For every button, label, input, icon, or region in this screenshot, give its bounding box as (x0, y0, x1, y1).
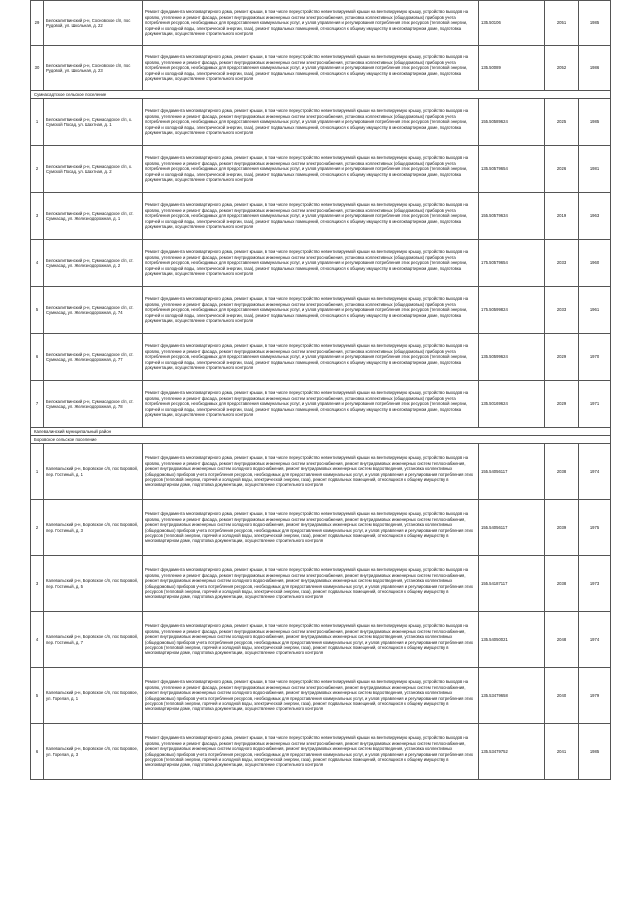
table-row (31, 193, 611, 240)
row-number: 5 (31, 287, 44, 334)
row-year: 2019 (545, 193, 579, 240)
row-address: Белокалитвинский р-н, Сумнасадское с/п, х. Сумской Посад, ул. Шахтная, д. 1 (44, 99, 143, 146)
row-works: Ремонт фундамента многоквартирного дома, ремонт крыши, в том числе переустройство невентилируемой крыши на вентилируемую крышу, устройство выходов на кровлю, утепление и ремонт фасада, ремонт внутридомовых инженерных систем электроснабжения, ремонт внутридомовых инженерных систем теплоснабжения, ремонт внутридомовых инженерных систем холодного водоснабжения, ремонт внутридомовых инженерных систем водоотведения, установка коллективных (общедомовых) приборов учета потребления ресурсов, необходимых для предоставления коммунальных услуг, и узлов управления и регулирования потребления этих ресурсов (тепловой энергии, горячей и холодной воды, электрической энергии, газа), ремонт подвальных помещений, относящихся к общему имуществу в многоквартирном доме, подготовка документации, осуществление строительного контроля (143, 612, 479, 668)
row-area: 155.54056117 (479, 444, 545, 500)
section-row (31, 428, 611, 436)
table-row (31, 334, 611, 381)
row-area: 135.53479752 (479, 724, 545, 780)
row-works: Ремонт фундамента многоквартирного дома, ремонт крыши, в том числе переустройство невентилируемой крыши на вентилируемую крышу, устройство выходов на кровлю, утепление и ремонт фасада, ремонт внутридомовых инженерных систем электроснабжения, ремонт внутридомовых инженерных систем теплоснабжения, ремонт внутридомовых инженерных систем холодного водоснабжения, ремонт внутридомовых инженерных систем водоотведения, установка коллективных (общедомовых) приборов учета потребления ресурсов, необходимых для предоставления коммунальных услуг, и узлов управления и регулирования потребления этих ресурсов (тепловой энергии, горячей и холодной воды, электрической энергии, газа), ремонт подвальных помещений, относящихся к общему имуществу в многоквартирном доме, подготовка документации, осуществление строительного контроля (143, 556, 479, 612)
housing-table (30, 0, 611, 780)
row-built: 1981 (579, 146, 611, 193)
section-title: Калевалинский муниципальный район (31, 428, 611, 436)
row-number: 29 (31, 1, 44, 46)
row-built: 1973 (579, 556, 611, 612)
row-works: Ремонт фундамента многоквартирного дома, ремонт крыши, в том числе переустройство невентилируемой крыши на вентилируемую крышу, устройство выходов на кровлю, утепление и ремонт фасада, ремонт внутридомовых инженерных систем электроснабжения, установка коллективных (общедомовых) приборов учета потребления ресурсов, необходимых для предоставления коммунальных услуг, и узлов управления и регулирования потребления этих ресурсов (тепловой энергии, горячей и холодной воды, электрической энергии, газа), ремонт подвальных помещений, относящихся к общему имуществу в многоквартирном доме, подготовка документации, осуществление строительного контроля (143, 240, 479, 287)
row-works: Ремонт фундамента многоквартирного дома, ремонт крыши, в том числе переустройство невентилируемой крыши на вентилируемую крышу, устройство выходов на кровлю, утепление и ремонт фасада, ремонт внутридомовых инженерных систем электроснабжения, установка коллективных (общедомовых) приборов учета потребления ресурсов, необходимых для предоставления коммунальных услуг, и узлов управления и регулирования потребления этих ресурсов (тепловой энергии, горячей и холодной воды, электрической энергии, газа), ремонт подвальных помещений, относящихся к общему имуществу в многоквартирном доме, подготовка документации, осуществление строительного контроля (143, 46, 479, 91)
row-area: 155.54056117 (479, 500, 545, 556)
row-year: 2052 (545, 46, 579, 91)
table-row (31, 46, 611, 91)
row-area: 135.50599624 (479, 334, 545, 381)
row-address: Калевальский р-н, Боровское с/п, пос Боровой, пер. Гостиный, д. 3 (44, 500, 143, 556)
row-address: Белокалитвинский р-н, Сосновское с/п, пос Рудовой, ул. Школьная, д. 23 (44, 46, 143, 91)
row-address: Калевальский р-н, Боровское с/п, пос Боровой, пер. Гостиный, д. 7 (44, 612, 143, 668)
table-row (31, 381, 611, 428)
row-year: 2041 (545, 724, 579, 780)
row-works: Ремонт фундамента многоквартирного дома, ремонт крыши, в том числе переустройство невентилируемой крыши на вентилируемую крышу, устройство выходов на кровлю, утепление и ремонт фасада, ремонт внутридомовых инженерных систем электроснабжения, установка коллективных (общедомовых) приборов учета потребления ресурсов, необходимых для предоставления коммунальных услуг, и узлов управления и регулирования потребления этих ресурсов (тепловой энергии, горячей и холодной воды, электрической энергии, газа), ремонт подвальных помещений, относящихся к общему имуществу в многоквартирном доме, подготовка документации, осуществление строительного контроля (143, 381, 479, 428)
row-area: 155.50579634 (479, 193, 545, 240)
table-row (31, 556, 611, 612)
table-row (31, 724, 611, 780)
row-address: Калевальский р-н, Боровское с/п, пос Боровой, пер. Гостиный, д. 1 (44, 444, 143, 500)
row-area: 155.54187117 (479, 556, 545, 612)
row-year: 2039 (545, 500, 579, 556)
row-year: 2033 (545, 287, 579, 334)
row-number: 3 (31, 193, 44, 240)
row-works: Ремонт фундамента многоквартирного дома, ремонт крыши, в том числе переустройство невентилируемой крыши на вентилируемую крышу, устройство выходов на кровлю, утепление и ремонт фасада, ремонт внутридомовых инженерных систем электроснабжения, установка коллективных (общедомовых) приборов учета потребления ресурсов, необходимых для предоставления коммунальных услуг, и узлов управления и регулирования потребления этих ресурсов (тепловой энергии, горячей и холодной воды, электрической энергии, газа), ремонт подвальных помещений, относящихся к общему имуществу в многоквартирном доме, подготовка документации, осуществление строительного контроля (143, 1, 479, 46)
row-number: 4 (31, 240, 44, 287)
table-body (31, 1, 611, 780)
row-built: 1985 (579, 99, 611, 146)
table-row (31, 444, 611, 500)
row-address: Калевальский р-н, Боровское с/п, пос Боровое, ул. Горелая, д. 1 (44, 668, 143, 724)
row-works: Ремонт фундамента многоквартирного дома, ремонт крыши, в том числе переустройство невентилируемой крыши на вентилируемую крышу, устройство выходов на кровлю, утепление и ремонт фасада, ремонт внутридомовых инженерных систем электроснабжения, установка коллективных (общедомовых) приборов учета потребления ресурсов, необходимых для предоставления коммунальных услуг, и узлов управления и регулирования потребления этих ресурсов (тепловой энергии, горячей и холодной воды, электрической энергии, газа), ремонт подвальных помещений, относящихся к общему имуществу в многоквартирном доме, подготовка документации, осуществление строительного контроля (143, 193, 479, 240)
row-address: Белокалитвинский р-н, Сосновское с/п, пос Рудовой, ул. Школьная, д. 22 (44, 1, 143, 46)
table-row (31, 500, 611, 556)
row-year: 2038 (545, 556, 579, 612)
row-built: 1986 (579, 46, 611, 91)
row-number: 6 (31, 724, 44, 780)
row-area: 135.50106 (479, 1, 545, 46)
table-row (31, 146, 611, 193)
row-built: 1985 (579, 1, 611, 46)
row-address: Белокалитвинский р-н, Сумнасадское с/п, ст. Сумнасад, ул. Железнодорожная, д. 2 (44, 240, 143, 287)
row-number: 30 (31, 46, 44, 91)
row-area: 175.50579654 (479, 240, 545, 287)
row-number: 2 (31, 146, 44, 193)
row-number: 1 (31, 444, 44, 500)
row-works: Ремонт фундамента многоквартирного дома, ремонт крыши, в том числе переустройство невентилируемой крыши на вентилируемую крышу, устройство выходов на кровлю, утепление и ремонт фасада, ремонт внутридомовых инженерных систем электроснабжения, установка коллективных (общедомовых) приборов учета потребления ресурсов, необходимых для предоставления коммунальных услуг, и узлов управления и регулирования потребления этих ресурсов (тепловой энергии, горячей и холодной воды, электрической энергии, газа), ремонт подвальных помещений, относящихся к общему имуществу в многоквартирном доме, подготовка документации, осуществление строительного контроля (143, 99, 479, 146)
row-works: Ремонт фундамента многоквартирного дома, ремонт крыши, в том числе переустройство невентилируемой крыши на вентилируемую крышу, устройство выходов на кровлю, утепление и ремонт фасада, ремонт внутридомовых инженерных систем электроснабжения, установка коллективных (общедомовых) приборов учета потребления ресурсов, необходимых для предоставления коммунальных услуг, и узлов управления и регулирования потребления этих ресурсов (тепловой энергии, горячей и холодной воды, электрической энергии, газа), ремонт подвальных помещений, относящихся к общему имуществу в многоквартирном доме, подготовка документации, осуществление строительного контроля (143, 334, 479, 381)
row-area: 135.50579654 (479, 146, 545, 193)
row-built: 1974 (579, 444, 611, 500)
row-year: 2029 (545, 334, 579, 381)
row-area: 175.50599824 (479, 287, 545, 334)
row-built: 1971 (579, 381, 611, 428)
row-built: 1961 (579, 287, 611, 334)
row-built: 1970 (579, 334, 611, 381)
row-area: 135.50169624 (479, 381, 545, 428)
row-year: 2038 (545, 444, 579, 500)
row-address: Калевальский р-н, Боровское с/п, пос Боровой, пер. Гостиный, д. 5 (44, 556, 143, 612)
row-year: 2026 (545, 146, 579, 193)
section-row (31, 436, 611, 444)
row-built: 1974 (579, 612, 611, 668)
section-title: Боровское сельское поселение (31, 436, 611, 444)
row-number: 3 (31, 556, 44, 612)
table-row (31, 612, 611, 668)
row-address: Белокалитвинский р-н, Сумнасадское с/п, ст. Сумнасад, ул. Железнодорожная, д. 78 (44, 381, 143, 428)
row-works: Ремонт фундамента многоквартирного дома, ремонт крыши, в том числе переустройство невентилируемой крыши на вентилируемую крышу, устройство выходов на кровлю, утепление и ремонт фасада, ремонт внутридомовых инженерных систем электроснабжения, ремонт внутридомовых инженерных систем теплоснабжения, ремонт внутридомовых инженерных систем холодного водоснабжения, ремонт внутридомовых инженерных систем водоотведения, установка коллективных (общедомовых) приборов учета потребления ресурсов, необходимых для предоставления коммунальных услуг, и узлов управления и регулирования потребления этих ресурсов (тепловой энергии, горячей и холодной воды, электрической энергии, газа), ремонт подвальных помещений, относящихся к общему имуществу в многоквартирном доме, подготовка документации, осуществление строительного контроля (143, 724, 479, 780)
row-number: 7 (31, 381, 44, 428)
row-built: 1960 (579, 240, 611, 287)
row-area: 135.54050021 (479, 612, 545, 668)
row-number: 2 (31, 500, 44, 556)
document-page (30, 0, 610, 896)
row-works: Ремонт фундамента многоквартирного дома, ремонт крыши, в том числе переустройство невентилируемой крыши на вентилируемую крышу, устройство выходов на кровлю, утепление и ремонт фасада, ремонт внутридомовых инженерных систем электроснабжения, ремонт внутридомовых инженерных систем теплоснабжения, ремонт внутридомовых инженерных систем холодного водоснабжения, ремонт внутридомовых инженерных систем водоотведения, установка коллективных (общедомовых) приборов учета потребления ресурсов, необходимых для предоставления коммунальных услуг, и узлов управления и регулирования потребления этих ресурсов (тепловой энергии, горячей и холодной воды, электрической энергии, газа), ремонт подвальных помещений, относящихся к общему имуществу в многоквартирном доме, подготовка документации, осуществление строительного контроля (143, 668, 479, 724)
row-area: 135.50089 (479, 46, 545, 91)
table-row (31, 240, 611, 287)
row-year: 2040 (545, 668, 579, 724)
row-address: Белокалитвинский р-н, Сумнасадское с/п, ст. Сумнасад, ул. Железнодорожная, д. 74 (44, 287, 143, 334)
row-number: 1 (31, 99, 44, 146)
row-year: 2048 (545, 612, 579, 668)
row-number: 6 (31, 334, 44, 381)
table-row (31, 287, 611, 334)
row-works: Ремонт фундамента многоквартирного дома, ремонт крыши, в том числе переустройство невентилируемой крыши на вентилируемую крышу, устройство выходов на кровлю, утепление и ремонт фасада, ремонт внутридомовых инженерных систем электроснабжения, установка коллективных (общедомовых) приборов учета потребления ресурсов, необходимых для предоставления коммунальных услуг, и узлов управления и регулирования потребления этих ресурсов (тепловой энергии, горячей и холодной воды, электрической энергии, газа), ремонт подвальных помещений, относящихся к общему имуществу в многоквартирном доме, подготовка документации, осуществление строительного контроля (143, 287, 479, 334)
table-row (31, 1, 611, 46)
row-number: 5 (31, 668, 44, 724)
row-year: 2025 (545, 99, 579, 146)
row-address: Белокалитвинский р-н, Сумнасадское с/п, х. Сумской Посад, ул. Шахтная, д. 2 (44, 146, 143, 193)
row-address: Калевальский р-н, Боровское с/п, пос Боровое, ул. Горелая, д. 3 (44, 724, 143, 780)
row-year: 2051 (545, 1, 579, 46)
row-area: 135.53479658 (479, 668, 545, 724)
row-address: Белокалитвинский р-н, Сумнасадское с/п, ст. Сумнасад, ул. Железнодорожная, д. 77 (44, 334, 143, 381)
row-built: 1975 (579, 500, 611, 556)
row-built: 1985 (579, 724, 611, 780)
row-area: 155.50589624 (479, 99, 545, 146)
row-works: Ремонт фундамента многоквартирного дома, ремонт крыши, в том числе переустройство невентилируемой крыши на вентилируемую крышу, устройство выходов на кровлю, утепление и ремонт фасада, ремонт внутридомовых инженерных систем электроснабжения, установка коллективных (общедомовых) приборов учета потребления ресурсов, необходимых для предоставления коммунальных услуг, и узлов управления и регулирования потребления этих ресурсов (тепловой энергии, горячей и холодной воды, электрической энергии, газа), ремонт подвальных помещений, относящихся к общему имуществу в многоквартирном доме, подготовка документации, осуществление строительного контроля (143, 146, 479, 193)
table-row (31, 99, 611, 146)
row-address: Белокалитвинский р-н, Сумнасадское с/п, ст. Сумнасад, ул. Железнодорожная, д. 1 (44, 193, 143, 240)
table-row (31, 668, 611, 724)
row-built: 1979 (579, 668, 611, 724)
row-year: 2029 (545, 381, 579, 428)
row-number: 4 (31, 612, 44, 668)
row-built: 1963 (579, 193, 611, 240)
section-title: Сумнасадтское сельское поселение (31, 91, 611, 99)
row-works: Ремонт фундамента многоквартирного дома, ремонт крыши, в том числе переустройство невентилируемой крыши на вентилируемую крышу, устройство выходов на кровлю, утепление и ремонт фасада, ремонт внутридомовых инженерных систем электроснабжения, ремонт внутридомовых инженерных систем теплоснабжения, ремонт внутридомовых инженерных систем холодного водоснабжения, ремонт внутридомовых инженерных систем водоотведения, установка коллективных (общедомовых) приборов учета потребления ресурсов, необходимых для предоставления коммунальных услуг, и узлов управления и регулирования потребления этих ресурсов (тепловой энергии, горячей и холодной воды, электрической энергии, газа), ремонт подвальных помещений, относящихся к общему имуществу в многоквартирном доме, подготовка документации, осуществление строительного контроля (143, 444, 479, 500)
section-row (31, 91, 611, 99)
row-works: Ремонт фундамента многоквартирного дома, ремонт крыши, в том числе переустройство невентилируемой крыши на вентилируемую крышу, устройство выходов на кровлю, утепление и ремонт фасада, ремонт внутридомовых инженерных систем электроснабжения, ремонт внутридомовых инженерных систем теплоснабжения, ремонт внутридомовых инженерных систем холодного водоснабжения, ремонт внутридомовых инженерных систем водоотведения, установка коллективных (общедомовых) приборов учета потребления ресурсов, необходимых для предоставления коммунальных услуг, и узлов управления и регулирования потребления этих ресурсов (тепловой энергии, горячей и холодной воды, электрической энергии, газа), ремонт подвальных помещений, относящихся к общему имуществу в многоквартирном доме, подготовка документации, осуществление строительного контроля (143, 500, 479, 556)
row-year: 2033 (545, 240, 579, 287)
